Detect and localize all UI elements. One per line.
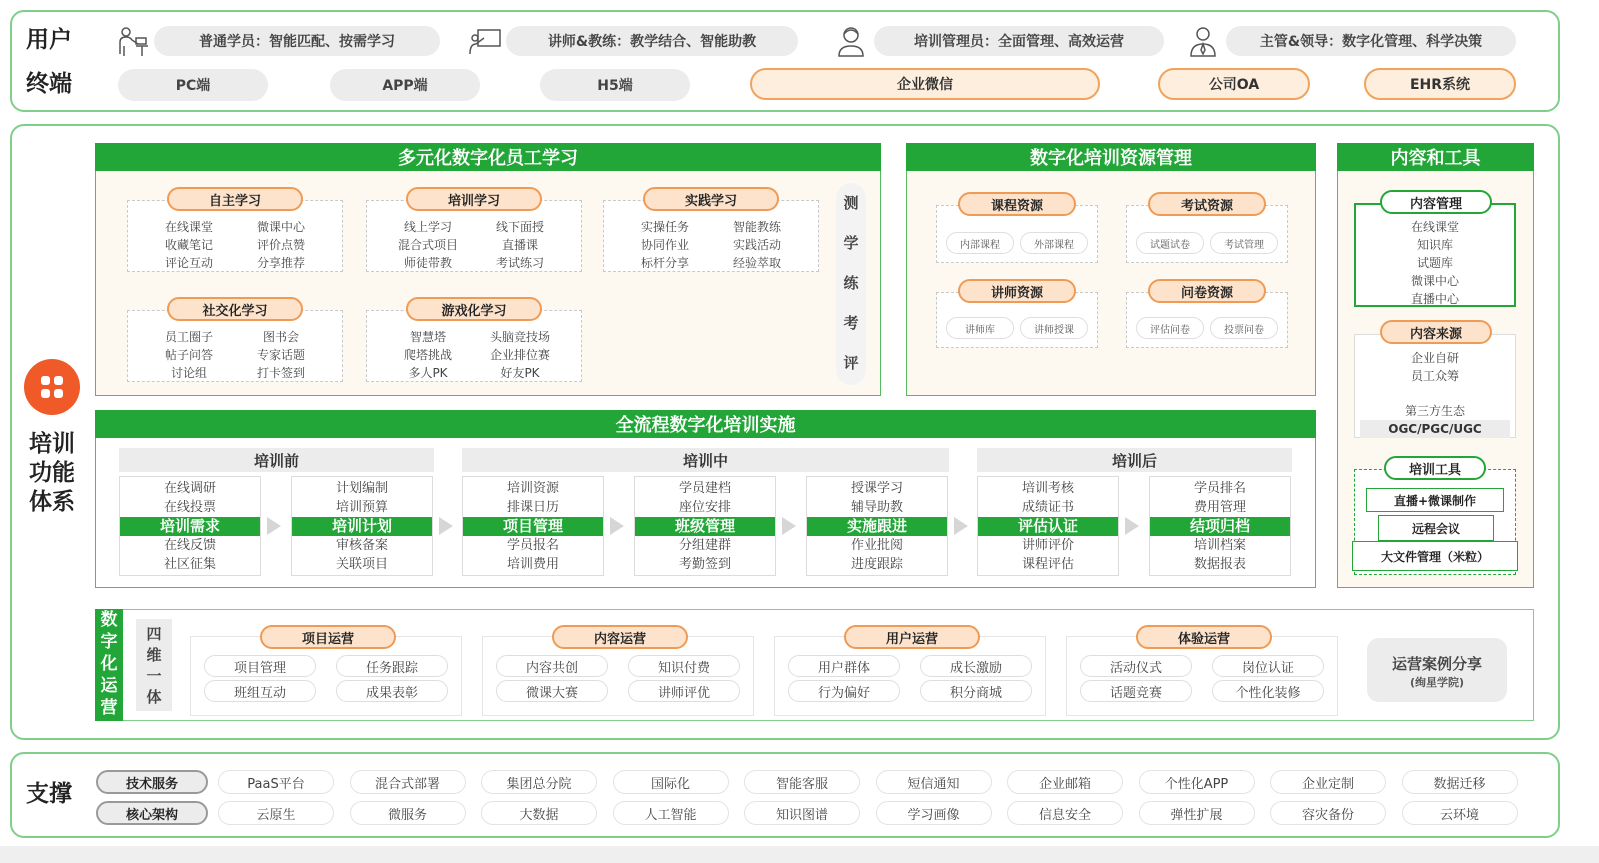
support-item[interactable]: 企业定制 [1270, 770, 1386, 794]
list-item[interactable]: 专家话题 [256, 348, 305, 362]
support-item[interactable]: 个性化APP [1139, 770, 1255, 794]
step-highlight: 培训计划 [292, 517, 432, 536]
case-share-label: 运营案例分享 [1391, 655, 1482, 673]
list-item[interactable]: 混合式项目 [397, 238, 458, 252]
ops-item[interactable]: 活动仪式 [1080, 655, 1192, 677]
list-item[interactable]: 评价点赞 [256, 238, 305, 252]
step-item: 费用管理 [1193, 500, 1246, 515]
resource-mgmt-title: 数字化培训资源管理 [906, 143, 1316, 171]
step-item: 作业批阅 [850, 538, 903, 553]
support-item[interactable]: 学习画像 [876, 801, 992, 825]
resource-item[interactable]: 讲师库 [946, 317, 1014, 339]
flow-arrow-icon [1125, 517, 1139, 535]
resource-item[interactable]: 考试管理 [1210, 232, 1278, 254]
phase-during: 培训中 [462, 448, 949, 472]
learn-cycle-char: 学 [843, 234, 859, 252]
terminal-wecom[interactable]: 企业微信 [750, 68, 1100, 100]
side-char: 化 [100, 654, 118, 674]
list-item[interactable]: 好友PK [500, 366, 540, 380]
step-item: 辅导助教 [850, 500, 903, 515]
list-item[interactable]: 协同作业 [640, 238, 689, 252]
list-item[interactable]: 在线课堂 [164, 220, 213, 234]
ops-item[interactable]: 知识付费 [628, 655, 740, 677]
list-item[interactable]: 打卡签到 [256, 366, 305, 380]
list-item[interactable]: 直播中心 [1410, 292, 1459, 306]
ops-item[interactable]: 成果表彰 [336, 680, 448, 702]
step-item: 讲师评价 [1021, 538, 1074, 553]
list-item[interactable]: 经验萃取 [732, 256, 781, 270]
terminal-pc[interactable]: PC端 [118, 69, 268, 101]
step-item: 授课学习 [850, 481, 903, 496]
list-item[interactable]: 标杆分享 [640, 256, 689, 270]
content-source-tag[interactable]: 内容来源 [1380, 320, 1492, 344]
step-item: 培训费用 [506, 557, 559, 572]
ops-item[interactable]: 积分商城 [920, 680, 1032, 702]
support-row2-label: 核心架构 [96, 801, 208, 825]
module-practice-items [619, 218, 803, 272]
terminal-h5[interactable]: H5端 [540, 69, 690, 101]
side-char: 四 [146, 625, 162, 643]
list-item[interactable]: 线上学习 [403, 220, 452, 234]
list-item[interactable]: 智能教练 [732, 220, 781, 234]
ops-item[interactable]: 用户群体 [788, 655, 900, 677]
tool-large-file[interactable]: 大文件管理（米粒） [1352, 541, 1518, 571]
module-game-items [382, 328, 566, 382]
process-step[interactable] [291, 476, 433, 576]
list-item[interactable]: 收藏笔记 [164, 238, 213, 252]
list-item[interactable]: 帖子问答 [164, 348, 213, 362]
list-item[interactable]: 评论互动 [164, 256, 213, 270]
resource-item[interactable]: 评估问卷 [1136, 317, 1204, 339]
resource-course[interactable]: 课程资源 [958, 192, 1076, 216]
list-item[interactable]: 微课中心 [256, 220, 305, 234]
role-admin: 培训管理员：全面管理、高效运营 [874, 26, 1164, 56]
ops-item[interactable]: 项目管理 [204, 655, 316, 677]
list-item[interactable]: 分享推荐 [256, 256, 305, 270]
module-social-items [143, 328, 327, 382]
support-item[interactable]: 集团总分院 [481, 770, 597, 794]
support-item[interactable]: 信息安全 [1007, 801, 1123, 825]
list-item[interactable]: 企业自研 [1410, 351, 1459, 365]
student-icon [116, 24, 150, 58]
step-item: 审核备案 [335, 538, 388, 553]
ops-item[interactable]: 微课大赛 [496, 680, 608, 702]
ops-item[interactable]: 话题竞赛 [1080, 680, 1192, 702]
tools-tag[interactable]: 培训工具 [1384, 456, 1486, 480]
process-step[interactable] [119, 476, 261, 576]
content-mgmt-list [1354, 218, 1516, 308]
list-item[interactable]: 在线课堂 [1410, 220, 1459, 234]
list-item[interactable]: 头脑竞技场 [489, 330, 550, 344]
content-source-ugc[interactable]: OGC/PGC/UGC [1360, 420, 1510, 438]
support-item[interactable]: 智能客服 [744, 770, 860, 794]
support-item[interactable]: 短信通知 [876, 770, 992, 794]
step-item: 培训档案 [1193, 538, 1246, 553]
step-item: 成绩证书 [1021, 500, 1074, 515]
side-char: 字 [100, 632, 118, 652]
resource-item[interactable]: 外部课程 [1020, 232, 1088, 254]
tool-live-micro[interactable]: 直播+微课制作 [1366, 488, 1504, 512]
list-item[interactable]: 线下面授 [495, 220, 544, 234]
resource-item[interactable]: 讲师授课 [1020, 317, 1088, 339]
list-item[interactable]: 实操任务 [640, 220, 689, 234]
resource-item[interactable]: 投票问卷 [1210, 317, 1278, 339]
ops-item[interactable]: 岗位认证 [1212, 655, 1324, 677]
role-student: 普通学员：智能匹配、按需学习 [154, 26, 440, 56]
bottom-strip [0, 846, 1599, 863]
step-highlight: 结项归档 [1150, 517, 1290, 536]
support-item[interactable]: PaaS平台 [218, 770, 334, 794]
list-item[interactable]: 爬塔挑战 [403, 348, 452, 362]
training-system-title-2: 功能 [29, 460, 75, 486]
step-item: 计划编制 [335, 481, 388, 496]
ops-item[interactable]: 内容共创 [496, 655, 608, 677]
side-char: 数 [100, 610, 118, 630]
ops-item[interactable]: 班组互动 [204, 680, 316, 702]
flow-arrow-icon [954, 517, 968, 535]
training-system-title-3: 体系 [29, 489, 75, 515]
full-process-title: 全流程数字化培训实施 [95, 410, 1316, 438]
ops-item[interactable]: 行为偏好 [788, 680, 900, 702]
side-char: 运 [100, 676, 118, 696]
flow-arrow-icon [610, 517, 624, 535]
phase-before: 培训前 [119, 448, 434, 472]
content-source-third-party[interactable]: 第三方生态 [1404, 404, 1465, 418]
resource-exam[interactable]: 考试资源 [1148, 192, 1266, 216]
step-item: 座位安排 [678, 500, 731, 515]
support-panel [10, 752, 1560, 838]
list-item[interactable]: 知识库 [1416, 238, 1453, 252]
module-game-study[interactable]: 游戏化学习 [406, 297, 542, 321]
flow-arrow-icon [782, 517, 796, 535]
side-char: 一 [146, 667, 162, 685]
case-share-button[interactable] [1367, 638, 1507, 702]
resource-survey[interactable]: 问卷资源 [1148, 279, 1266, 303]
step-item: 社区征集 [163, 557, 216, 572]
learn-cycle-char: 考 [843, 314, 859, 332]
resource-item[interactable]: 内部课程 [946, 232, 1014, 254]
step-item: 培训考核 [1021, 481, 1074, 496]
step-item: 学员建档 [678, 481, 731, 496]
list-item[interactable]: 员工圈子 [164, 330, 213, 344]
process-step[interactable] [977, 476, 1119, 576]
step-item: 排课日历 [506, 500, 559, 515]
support-row1-label: 技术服务 [96, 770, 208, 794]
step-highlight: 项目管理 [463, 517, 603, 536]
ops-group-tag[interactable]: 项目运营 [260, 625, 396, 649]
tool-remote-meeting[interactable]: 远程会议 [1378, 515, 1494, 541]
content-source-list [1354, 349, 1516, 385]
step-item: 课程评估 [1021, 557, 1074, 572]
process-step[interactable] [806, 476, 948, 576]
list-item[interactable]: 讨论组 [170, 366, 207, 380]
learn-cycle-char: 评 [843, 354, 859, 372]
step-highlight: 评估认证 [978, 517, 1118, 536]
step-highlight: 班级管理 [635, 517, 775, 536]
side-char: 营 [100, 698, 118, 718]
list-item[interactable]: 企业排位赛 [489, 348, 550, 362]
case-share-sub: (绚星学院) [1409, 676, 1465, 689]
list-item[interactable]: 考试练习 [495, 256, 544, 270]
list-item[interactable]: 直播课 [501, 238, 538, 252]
step-item: 进度跟踪 [850, 557, 903, 572]
step-item: 关联项目 [335, 557, 388, 572]
module-training-items [382, 218, 566, 272]
terminal-app[interactable]: APP端 [330, 69, 480, 101]
step-item: 在线投票 [163, 500, 216, 515]
step-item: 在线调研 [163, 481, 216, 496]
phase-after: 培训后 [977, 448, 1292, 472]
list-item[interactable]: 智慧塔 [409, 330, 446, 344]
support-item[interactable]: 知识图谱 [744, 801, 860, 825]
ops-group-tag[interactable]: 体验运营 [1136, 625, 1272, 649]
support-item[interactable]: 国际化 [613, 770, 729, 794]
ops-group-tag[interactable]: 内容运营 [552, 625, 688, 649]
content-tools-title: 内容和工具 [1337, 143, 1534, 171]
list-item[interactable]: 试题库 [1416, 256, 1453, 270]
role-teacher: 讲师&教练：教学结合、智能助教 [506, 26, 798, 56]
side-char: 维 [146, 646, 162, 664]
terminal-oa[interactable]: 公司OA [1158, 68, 1310, 100]
side-char: 体 [146, 688, 162, 706]
list-item[interactable]: 图书会 [262, 330, 299, 344]
list-item[interactable]: 微课中心 [1410, 274, 1459, 288]
module-self-items [143, 218, 327, 272]
support-item[interactable]: 云环境 [1402, 801, 1518, 825]
support-item[interactable]: 混合式部署 [350, 770, 466, 794]
four-dim-label [136, 624, 172, 708]
content-mgmt-tag[interactable]: 内容管理 [1380, 190, 1492, 214]
step-item: 分组建群 [678, 538, 731, 553]
resource-lecturer[interactable]: 讲师资源 [958, 279, 1076, 303]
teacher-icon [468, 24, 502, 58]
module-social-study[interactable]: 社交化学习 [167, 297, 303, 321]
support-title: 支撑 [26, 781, 72, 807]
list-item[interactable]: 员工众筹 [1410, 369, 1459, 383]
step-item: 考勤签到 [678, 557, 731, 572]
role-leader: 主管&领导：数字化管理、科学决策 [1226, 26, 1516, 56]
employee-learning-title: 多元化数字化员工学习 [95, 143, 881, 171]
ops-item[interactable]: 成长激励 [920, 655, 1032, 677]
user-terminal-title-2: 终端 [26, 71, 72, 97]
list-item[interactable]: 实践活动 [732, 238, 781, 252]
support-item[interactable]: 大数据 [481, 801, 597, 825]
process-step[interactable] [462, 476, 604, 576]
process-step[interactable] [634, 476, 776, 576]
step-item: 培训资源 [506, 481, 559, 496]
training-system-title-1: 培训 [29, 431, 75, 457]
step-item: 学员排名 [1193, 481, 1246, 496]
grid-app-icon [24, 359, 80, 415]
terminal-ehr[interactable]: EHR系统 [1364, 68, 1516, 100]
resource-item[interactable]: 试题试卷 [1136, 232, 1204, 254]
step-highlight: 培训需求 [120, 517, 260, 536]
support-item[interactable]: 弹性扩展 [1139, 801, 1255, 825]
user-terminal-title-1: 用户 [26, 27, 72, 53]
digital-ops-side-label [95, 609, 123, 719]
module-training-study[interactable]: 培训学习 [406, 187, 542, 211]
ops-item[interactable]: 个性化装修 [1212, 680, 1324, 702]
step-highlight: 实施跟进 [807, 517, 947, 536]
support-item[interactable]: 云原生 [218, 801, 334, 825]
flow-arrow-icon [439, 517, 453, 535]
step-item: 数据报表 [1193, 557, 1246, 572]
module-self-study[interactable]: 自主学习 [167, 187, 303, 211]
step-item: 学员报名 [506, 538, 559, 553]
leader-icon [1186, 24, 1220, 58]
module-practice-study[interactable]: 实践学习 [643, 187, 779, 211]
process-step[interactable] [1149, 476, 1291, 576]
support-item[interactable]: 数据迁移 [1402, 770, 1518, 794]
ops-item[interactable]: 任务跟踪 [336, 655, 448, 677]
ops-group-tag[interactable]: 用户运营 [844, 625, 980, 649]
support-item[interactable]: 容灾备份 [1270, 801, 1386, 825]
list-item[interactable]: 多人PK [408, 366, 448, 380]
ops-item[interactable]: 讲师评优 [628, 680, 740, 702]
support-item[interactable]: 微服务 [350, 801, 466, 825]
step-item: 在线反馈 [163, 538, 216, 553]
support-item[interactable]: 人工智能 [613, 801, 729, 825]
support-item[interactable]: 企业邮箱 [1007, 770, 1123, 794]
learn-cycle-char: 测 [843, 194, 859, 212]
flow-arrow-icon [267, 517, 281, 535]
step-item: 培训预算 [335, 500, 388, 515]
list-item[interactable]: 师徒带教 [403, 256, 452, 270]
learn-cycle-char: 练 [843, 274, 859, 292]
admin-icon [834, 24, 868, 58]
